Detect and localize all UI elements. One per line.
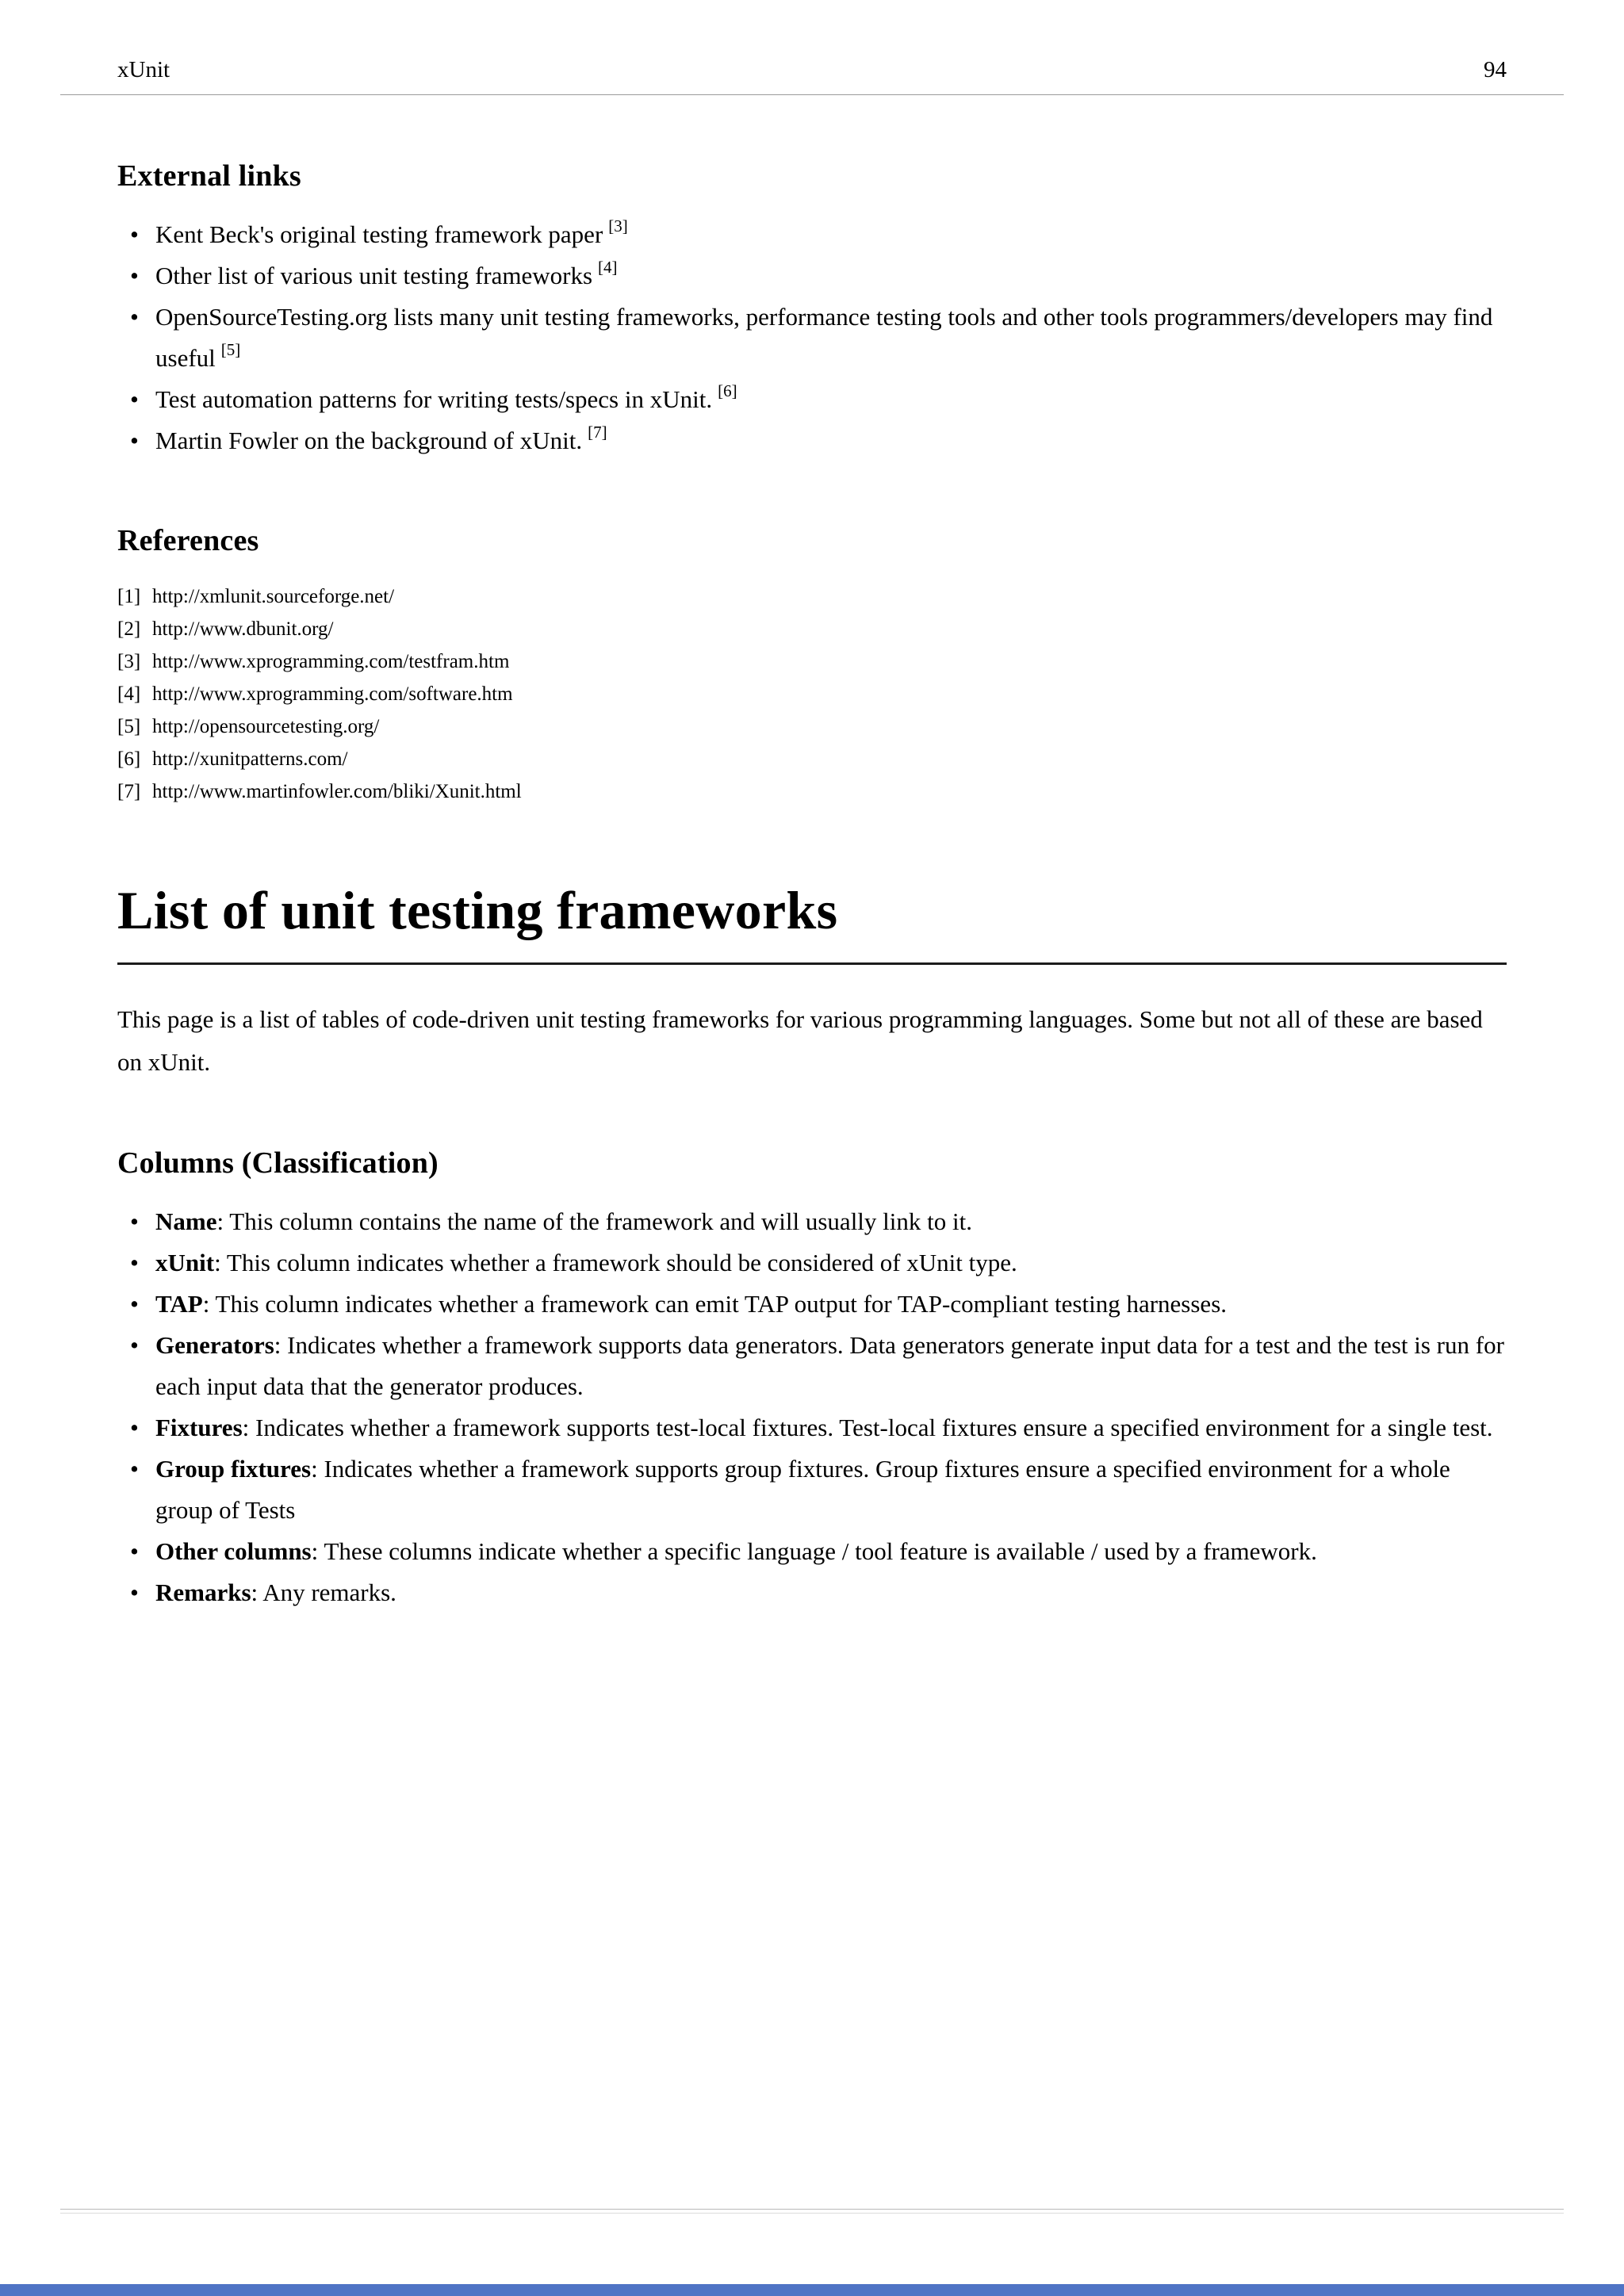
column-definition-item: [117, 1572, 1507, 1613]
reference-number: [4]: [117, 683, 141, 705]
column-definition-item: [117, 1242, 1507, 1284]
reference-superscript[interactable]: [7]: [588, 423, 607, 442]
reference-superscript[interactable]: [6]: [718, 381, 737, 400]
column-description: : Indicates whether a framework supports data generators. Data generators generate input data for a test and the test is run for each input data that the generator produces.: [155, 1331, 1504, 1400]
column-description: : Any remarks.: [251, 1578, 396, 1606]
columns-list: [117, 1201, 1507, 1613]
column-term: Name: [155, 1207, 217, 1235]
column-term: Fixtures: [155, 1414, 243, 1441]
column-definition-item: [117, 1531, 1507, 1572]
article-intro: This page is a list of tables of code-driven unit testing frameworks for various programming languages. Some but not all of these are based on xUnit.: [117, 1005, 1483, 1076]
column-term: Group fixtures: [155, 1455, 312, 1483]
external-links-heading: External links: [117, 159, 301, 193]
external-link-item: [117, 255, 1507, 297]
reference-entry: [117, 613, 1507, 645]
page-number: 94: [1484, 57, 1507, 82]
external-links-list: [117, 214, 1507, 461]
article-title: List of unit testing frameworks: [117, 879, 1507, 965]
reference-number: [1]: [117, 586, 141, 607]
column-description: : Indicates whether a framework supports test-local fixtures. Test-local fixtures ensure a specified environment for a single test.: [242, 1414, 1493, 1441]
external-link-text[interactable]: Other list of various unit testing frameworks: [155, 262, 593, 289]
running-header: [60, 57, 1564, 95]
reference-superscript[interactable]: [3]: [608, 216, 628, 235]
reference-entry: [117, 743, 1507, 775]
column-description: : This column contains the name of the framework and will usually link to it.: [216, 1207, 972, 1235]
column-description: : These columns indicate whether a specific language / tool feature is available / used by a framework.: [311, 1537, 1317, 1565]
column-description: : This column indicates whether a framework can emit TAP output for TAP-compliant testing harnesses.: [202, 1290, 1228, 1318]
reference-entry: [117, 775, 1507, 808]
external-link-item: [117, 379, 1507, 420]
reference-entry: [117, 678, 1507, 710]
reference-superscript[interactable]: [5]: [220, 340, 241, 359]
column-definition-item: [117, 1325, 1507, 1407]
reference-url[interactable]: http://www.martinfowler.com/bliki/Xunit.html: [152, 781, 522, 802]
column-term: Generators: [155, 1331, 274, 1359]
external-link-item: [117, 420, 1507, 461]
page-content: [117, 106, 1507, 1613]
reference-url[interactable]: http://www.dbunit.org/: [152, 618, 334, 640]
reference-number: [2]: [117, 618, 141, 640]
reference-entry: [117, 710, 1507, 743]
reference-url[interactable]: http://xunitpatterns.com/: [152, 748, 348, 770]
column-description: : Indicates whether a framework supports group fixtures. Group fixtures ensure a specified environment for a whole group of Tests: [155, 1455, 1450, 1524]
external-link-text[interactable]: Martin Fowler on the background of xUnit.: [155, 427, 583, 454]
column-term: TAP: [155, 1290, 203, 1318]
reference-url[interactable]: http://xmlunit.sourceforge.net/: [152, 586, 395, 607]
column-description: : This column indicates whether a framework should be considered of xUnit type.: [214, 1249, 1017, 1276]
column-definition-item: [117, 1407, 1507, 1448]
references-heading: References: [117, 524, 259, 557]
external-link-text[interactable]: Kent Beck's original testing framework paper: [155, 220, 603, 248]
references-list: [117, 580, 1507, 808]
reference-url[interactable]: http://opensourcetesting.org/: [152, 716, 380, 737]
column-term: xUnit: [155, 1249, 215, 1276]
running-header-title: xUnit: [117, 57, 170, 82]
reference-url[interactable]: http://www.xprogramming.com/software.htm: [152, 683, 513, 705]
column-definition-item: [117, 1284, 1507, 1325]
column-definition-item: [117, 1448, 1507, 1531]
footer-divider: [60, 2209, 1564, 2214]
columns-classification-heading: Columns (Classification): [117, 1146, 439, 1180]
bottom-blue-bar: [0, 2284, 1624, 2296]
reference-superscript[interactable]: [4]: [598, 258, 618, 277]
reference-number: [7]: [117, 781, 141, 802]
column-definition-item: [117, 1201, 1507, 1242]
reference-url[interactable]: http://www.xprogramming.com/testfram.htm: [152, 651, 510, 672]
column-term: Remarks: [155, 1578, 251, 1606]
reference-number: [5]: [117, 716, 141, 737]
reference-entry: [117, 580, 1507, 613]
column-term: Other columns: [155, 1537, 312, 1565]
external-link-text[interactable]: Test automation patterns for writing tests/specs in xUnit.: [155, 385, 713, 413]
external-link-item: [117, 297, 1507, 379]
reference-entry: [117, 645, 1507, 678]
reference-number: [6]: [117, 748, 141, 770]
reference-number: [3]: [117, 651, 141, 672]
external-link-text[interactable]: OpenSourceTesting.org lists many unit testing frameworks, performance testing tools and other tools programmers/developers may find useful: [155, 303, 1493, 372]
external-link-item: [117, 214, 1507, 255]
